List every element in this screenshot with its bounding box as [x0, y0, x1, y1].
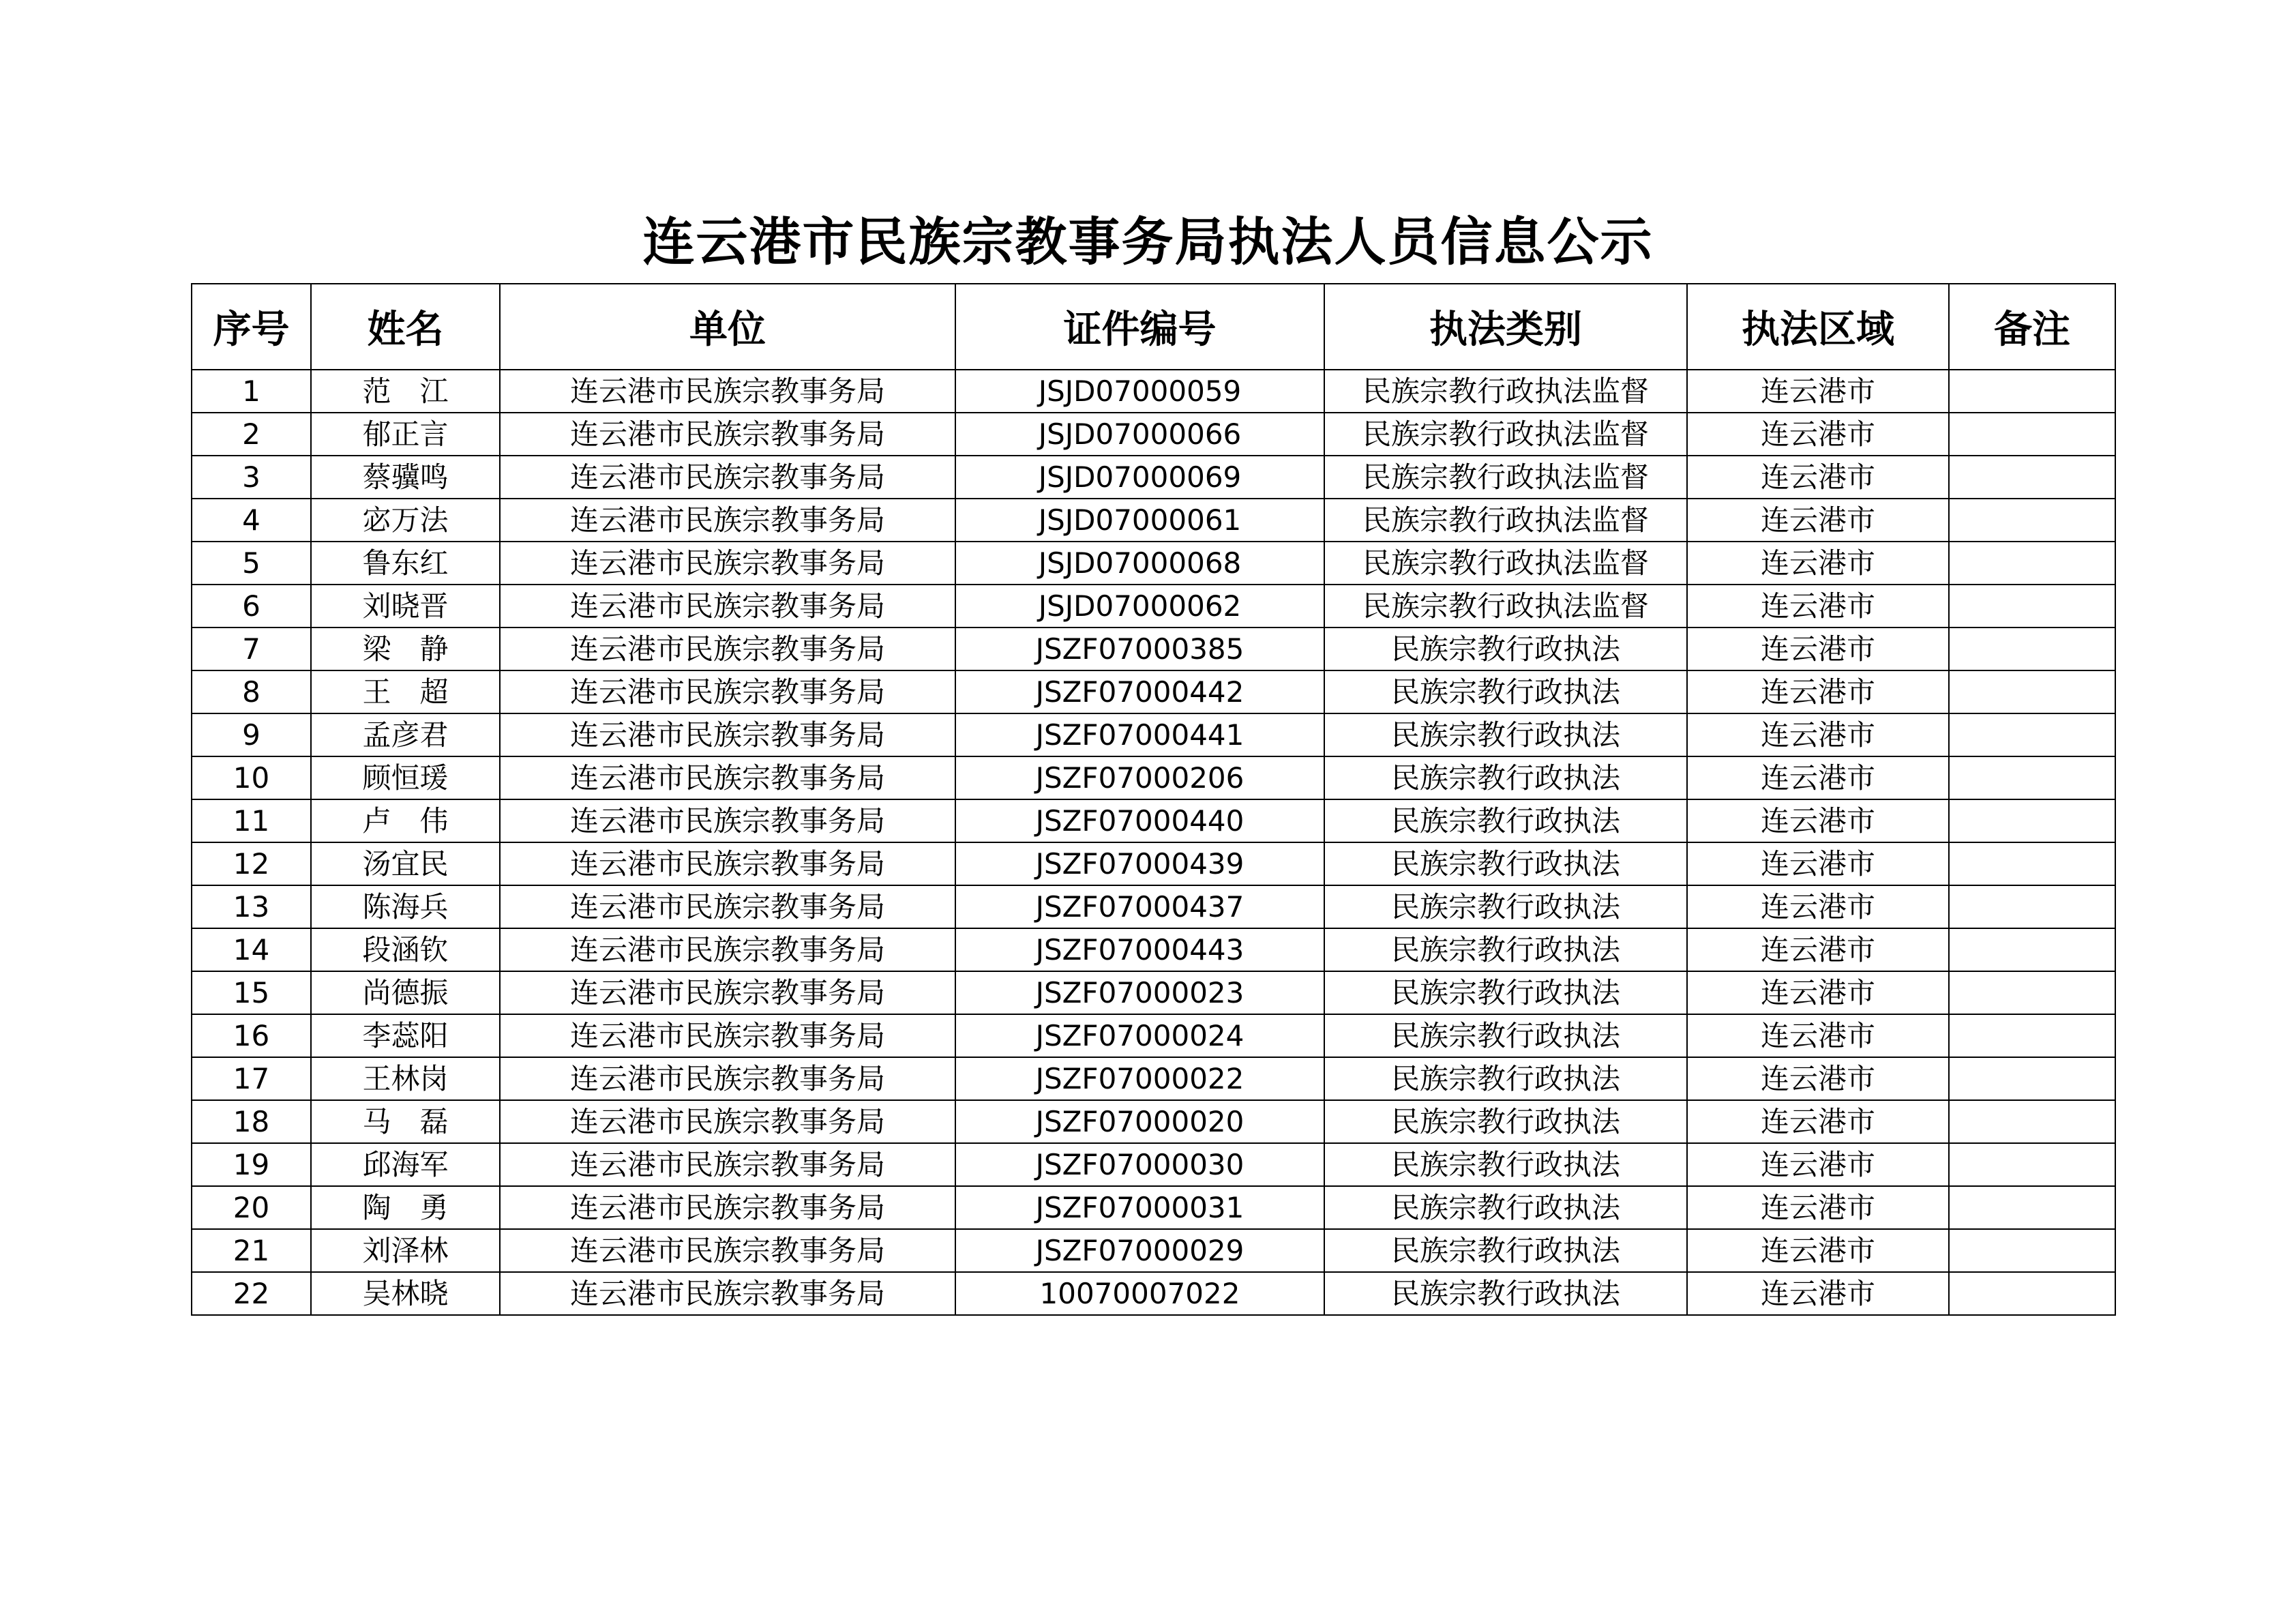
- cell-enforcement-region: 连云港市: [1687, 1229, 1949, 1272]
- cell-remarks: [1949, 1143, 2115, 1186]
- cell-enforcement-category: 民族宗教行政执法: [1324, 842, 1687, 885]
- table-row: [192, 1186, 2115, 1229]
- cell-name: 蔡骥鸣: [311, 456, 500, 499]
- table-row: [192, 756, 2115, 799]
- cell-enforcement-category: 民族宗教行政执法: [1324, 1143, 1687, 1186]
- table-row: [192, 670, 2115, 713]
- cell-enforcement-category: 民族宗教行政执法: [1324, 670, 1687, 713]
- cell-serial-number: 3: [192, 456, 311, 499]
- cell-unit: 连云港市民族宗教事务局: [500, 842, 955, 885]
- cell-remarks: [1949, 542, 2115, 585]
- cell-enforcement-category: 民族宗教行政执法: [1324, 1229, 1687, 1272]
- cell-enforcement-category: 民族宗教行政执法监督: [1324, 499, 1687, 542]
- cell-name: 王 超: [311, 670, 500, 713]
- cell-serial-number: 5: [192, 542, 311, 585]
- cell-enforcement-region: 连云港市: [1687, 456, 1949, 499]
- cell-enforcement-category: 民族宗教行政执法: [1324, 1272, 1687, 1315]
- cell-name: 刘晓晋: [311, 585, 500, 628]
- cell-serial-number: 12: [192, 842, 311, 885]
- table-row: [192, 928, 2115, 971]
- cell-serial-number: 18: [192, 1100, 311, 1143]
- cell-enforcement-category: 民族宗教行政执法监督: [1324, 542, 1687, 585]
- cell-enforcement-region: 连云港市: [1687, 1057, 1949, 1100]
- cell-enforcement-category: 民族宗教行政执法: [1324, 756, 1687, 799]
- cell-unit: 连云港市民族宗教事务局: [500, 456, 955, 499]
- cell-remarks: [1949, 456, 2115, 499]
- table-row: [192, 971, 2115, 1014]
- cell-serial-number: 16: [192, 1014, 311, 1057]
- cell-serial-number: 1: [192, 370, 311, 413]
- cell-enforcement-region: 连云港市: [1687, 1143, 1949, 1186]
- cell-name: 段涵钦: [311, 928, 500, 971]
- cell-enforcement-region: 连云港市: [1687, 1014, 1949, 1057]
- cell-remarks: [1949, 1229, 2115, 1272]
- cell-enforcement-region: 连云港市: [1687, 413, 1949, 456]
- cell-enforcement-category: 民族宗教行政执法: [1324, 1014, 1687, 1057]
- table-row: [192, 842, 2115, 885]
- cell-remarks: [1949, 713, 2115, 756]
- cell-enforcement-region: 连云港市: [1687, 842, 1949, 885]
- cell-enforcement-category: 民族宗教行政执法: [1324, 1057, 1687, 1100]
- cell-certificate-number: 10070007022: [955, 1272, 1324, 1315]
- cell-certificate-number: JSZF07000442: [955, 670, 1324, 713]
- cell-serial-number: 10: [192, 756, 311, 799]
- cell-certificate-number: JSZF07000385: [955, 628, 1324, 670]
- cell-remarks: [1949, 1057, 2115, 1100]
- cell-enforcement-category: 民族宗教行政执法: [1324, 1186, 1687, 1229]
- cell-serial-number: 9: [192, 713, 311, 756]
- header-remarks: 备注: [1949, 284, 2115, 370]
- cell-enforcement-category: 民族宗教行政执法: [1324, 885, 1687, 928]
- table-row: [192, 542, 2115, 585]
- cell-certificate-number: JSZF07000020: [955, 1100, 1324, 1143]
- cell-name: 宓万法: [311, 499, 500, 542]
- cell-serial-number: 21: [192, 1229, 311, 1272]
- cell-enforcement-region: 连云港市: [1687, 1186, 1949, 1229]
- cell-enforcement-category: 民族宗教行政执法: [1324, 1100, 1687, 1143]
- table-row: [192, 885, 2115, 928]
- table-row: [192, 799, 2115, 842]
- cell-unit: 连云港市民族宗教事务局: [500, 713, 955, 756]
- cell-enforcement-category: 民族宗教行政执法: [1324, 971, 1687, 1014]
- cell-serial-number: 2: [192, 413, 311, 456]
- cell-remarks: [1949, 413, 2115, 456]
- cell-name: 鲁东红: [311, 542, 500, 585]
- cell-remarks: [1949, 499, 2115, 542]
- header-serial-number: 序号: [192, 284, 311, 370]
- cell-certificate-number: JSZF07000439: [955, 842, 1324, 885]
- table-row: [192, 370, 2115, 413]
- table-row: [192, 1229, 2115, 1272]
- cell-certificate-number: JSZF07000023: [955, 971, 1324, 1014]
- cell-unit: 连云港市民族宗教事务局: [500, 928, 955, 971]
- cell-name: 汤宜民: [311, 842, 500, 885]
- cell-enforcement-region: 连云港市: [1687, 1100, 1949, 1143]
- cell-enforcement-region: 连云港市: [1687, 756, 1949, 799]
- cell-unit: 连云港市民族宗教事务局: [500, 413, 955, 456]
- cell-serial-number: 13: [192, 885, 311, 928]
- cell-remarks: [1949, 1014, 2115, 1057]
- cell-certificate-number: JSJD07000061: [955, 499, 1324, 542]
- cell-remarks: [1949, 842, 2115, 885]
- table-row: [192, 585, 2115, 628]
- cell-unit: 连云港市民族宗教事务局: [500, 670, 955, 713]
- cell-name: 马 磊: [311, 1100, 500, 1143]
- cell-name: 吴林晓: [311, 1272, 500, 1315]
- table-row: [192, 713, 2115, 756]
- cell-certificate-number: JSJD07000066: [955, 413, 1324, 456]
- cell-enforcement-region: 连云港市: [1687, 370, 1949, 413]
- cell-remarks: [1949, 1100, 2115, 1143]
- cell-name: 孟彦君: [311, 713, 500, 756]
- cell-enforcement-category: 民族宗教行政执法监督: [1324, 370, 1687, 413]
- cell-unit: 连云港市民族宗教事务局: [500, 542, 955, 585]
- table-row: [192, 1014, 2115, 1057]
- cell-enforcement-region: 连云港市: [1687, 928, 1949, 971]
- header-enforcement-category: 执法类别: [1324, 284, 1687, 370]
- cell-name: 梁 静: [311, 628, 500, 670]
- cell-enforcement-region: 连云港市: [1687, 885, 1949, 928]
- cell-enforcement-region: 连云港市: [1687, 628, 1949, 670]
- cell-serial-number: 14: [192, 928, 311, 971]
- cell-enforcement-category: 民族宗教行政执法: [1324, 799, 1687, 842]
- cell-name: 卢 伟: [311, 799, 500, 842]
- cell-enforcement-region: 连云港市: [1687, 670, 1949, 713]
- cell-certificate-number: JSZF07000437: [955, 885, 1324, 928]
- cell-name: 王林岗: [311, 1057, 500, 1100]
- table-row: [192, 413, 2115, 456]
- header-certificate-number: 证件编号: [955, 284, 1324, 370]
- cell-unit: 连云港市民族宗教事务局: [500, 628, 955, 670]
- cell-name: 刘泽林: [311, 1229, 500, 1272]
- table-row: [192, 1100, 2115, 1143]
- cell-unit: 连云港市民族宗教事务局: [500, 756, 955, 799]
- cell-remarks: [1949, 670, 2115, 713]
- cell-name: 李蕊阳: [311, 1014, 500, 1057]
- cell-remarks: [1949, 928, 2115, 971]
- cell-unit: 连云港市民族宗教事务局: [500, 1272, 955, 1315]
- cell-remarks: [1949, 799, 2115, 842]
- personnel-table: [191, 283, 2116, 1316]
- cell-name: 尚德振: [311, 971, 500, 1014]
- cell-serial-number: 7: [192, 628, 311, 670]
- cell-enforcement-region: 连云港市: [1687, 1272, 1949, 1315]
- cell-unit: 连云港市民族宗教事务局: [500, 1186, 955, 1229]
- cell-certificate-number: JSZF07000440: [955, 799, 1324, 842]
- table-row: [192, 628, 2115, 670]
- cell-unit: 连云港市民族宗教事务局: [500, 370, 955, 413]
- cell-unit: 连云港市民族宗教事务局: [500, 1229, 955, 1272]
- cell-enforcement-region: 连云港市: [1687, 713, 1949, 756]
- cell-enforcement-category: 民族宗教行政执法监督: [1324, 413, 1687, 456]
- cell-serial-number: 6: [192, 585, 311, 628]
- cell-remarks: [1949, 585, 2115, 628]
- cell-remarks: [1949, 1186, 2115, 1229]
- cell-name: 郁正言: [311, 413, 500, 456]
- cell-unit: 连云港市民族宗教事务局: [500, 1143, 955, 1186]
- cell-certificate-number: JSJD07000068: [955, 542, 1324, 585]
- cell-enforcement-region: 连云港市: [1687, 542, 1949, 585]
- cell-remarks: [1949, 756, 2115, 799]
- cell-enforcement-category: 民族宗教行政执法监督: [1324, 585, 1687, 628]
- cell-unit: 连云港市民族宗教事务局: [500, 799, 955, 842]
- table-body: [192, 370, 2115, 1315]
- table-row: [192, 1272, 2115, 1315]
- page-title: 连云港市民族宗教事务局执法人员信息公示: [642, 211, 1654, 272]
- cell-serial-number: 8: [192, 670, 311, 713]
- cell-remarks: [1949, 370, 2115, 413]
- header-name: 姓名: [311, 284, 500, 370]
- cell-certificate-number: JSZF07000022: [955, 1057, 1324, 1100]
- cell-certificate-number: JSZF07000031: [955, 1186, 1324, 1229]
- header-enforcement-region: 执法区域: [1687, 284, 1949, 370]
- cell-certificate-number: JSZF07000030: [955, 1143, 1324, 1186]
- cell-name: 陶 勇: [311, 1186, 500, 1229]
- cell-enforcement-category: 民族宗教行政执法: [1324, 628, 1687, 670]
- table-row: [192, 456, 2115, 499]
- cell-serial-number: 22: [192, 1272, 311, 1315]
- cell-remarks: [1949, 885, 2115, 928]
- table-row: [192, 499, 2115, 542]
- cell-name: 陈海兵: [311, 885, 500, 928]
- cell-certificate-number: JSZF07000024: [955, 1014, 1324, 1057]
- cell-certificate-number: JSJD07000059: [955, 370, 1324, 413]
- cell-enforcement-category: 民族宗教行政执法: [1324, 928, 1687, 971]
- cell-unit: 连云港市民族宗教事务局: [500, 885, 955, 928]
- cell-enforcement-region: 连云港市: [1687, 499, 1949, 542]
- cell-remarks: [1949, 971, 2115, 1014]
- cell-serial-number: 11: [192, 799, 311, 842]
- cell-name: 范 江: [311, 370, 500, 413]
- cell-serial-number: 4: [192, 499, 311, 542]
- cell-name: 邱海军: [311, 1143, 500, 1186]
- cell-certificate-number: JSZF07000029: [955, 1229, 1324, 1272]
- cell-unit: 连云港市民族宗教事务局: [500, 1100, 955, 1143]
- cell-unit: 连云港市民族宗教事务局: [500, 1014, 955, 1057]
- cell-serial-number: 15: [192, 971, 311, 1014]
- cell-enforcement-region: 连云港市: [1687, 799, 1949, 842]
- table-row: [192, 1057, 2115, 1100]
- cell-unit: 连云港市民族宗教事务局: [500, 1057, 955, 1100]
- cell-enforcement-region: 连云港市: [1687, 585, 1949, 628]
- cell-enforcement-region: 连云港市: [1687, 971, 1949, 1014]
- cell-serial-number: 19: [192, 1143, 311, 1186]
- cell-remarks: [1949, 1272, 2115, 1315]
- header-unit: 单位: [500, 284, 955, 370]
- cell-unit: 连云港市民族宗教事务局: [500, 499, 955, 542]
- table-header-row: [192, 284, 2115, 370]
- cell-serial-number: 20: [192, 1186, 311, 1229]
- cell-enforcement-category: 民族宗教行政执法监督: [1324, 456, 1687, 499]
- cell-enforcement-category: 民族宗教行政执法: [1324, 713, 1687, 756]
- cell-unit: 连云港市民族宗教事务局: [500, 585, 955, 628]
- cell-remarks: [1949, 628, 2115, 670]
- table-row: [192, 1143, 2115, 1186]
- cell-certificate-number: JSZF07000443: [955, 928, 1324, 971]
- cell-certificate-number: JSJD07000062: [955, 585, 1324, 628]
- cell-unit: 连云港市民族宗教事务局: [500, 971, 955, 1014]
- cell-name: 顾恒瑗: [311, 756, 500, 799]
- cell-certificate-number: JSJD07000069: [955, 456, 1324, 499]
- cell-certificate-number: JSZF07000206: [955, 756, 1324, 799]
- cell-certificate-number: JSZF07000441: [955, 713, 1324, 756]
- cell-serial-number: 17: [192, 1057, 311, 1100]
